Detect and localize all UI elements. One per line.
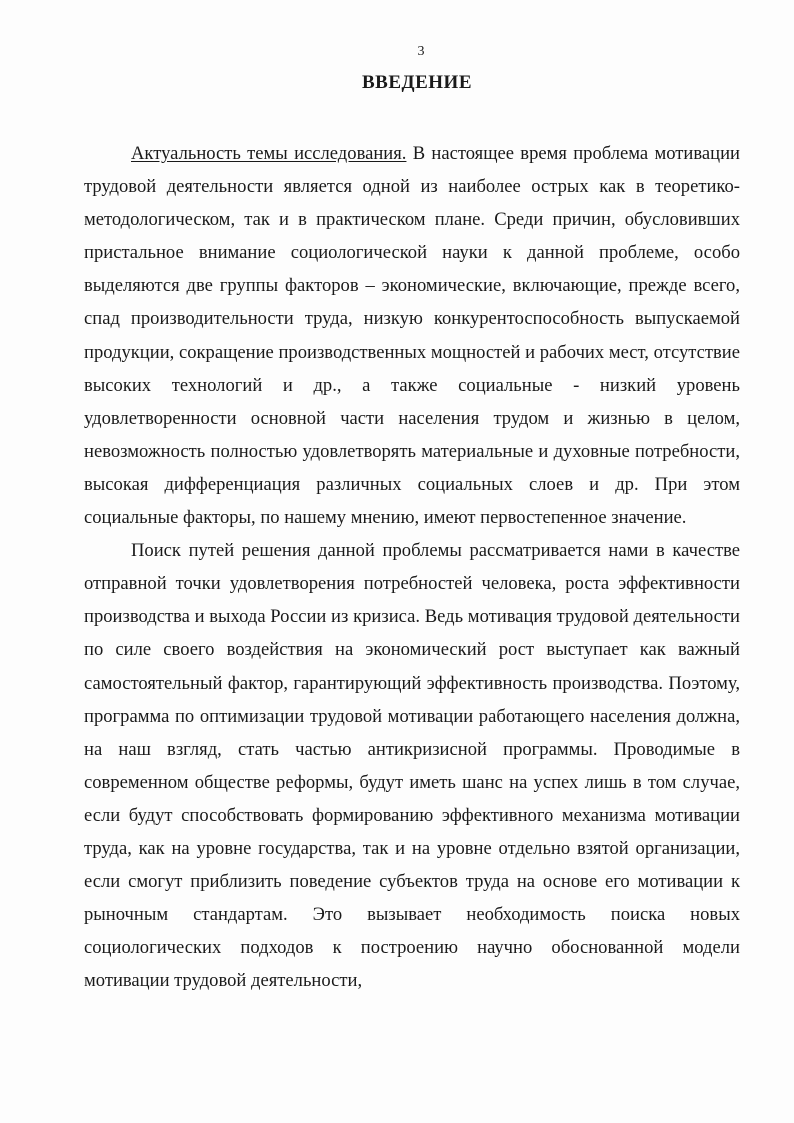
paragraph-2-text: Поиск путей решения данной проблемы рассматривается нами в качестве отправной точки удовлетворения потребностей человека, роста эффективности производства и выхода России из кризиса. Ведь мотивация трудовой деятельности по силе своего воздействия на экономический рост выступает как важный самостоятельный фактор, гарантирующий эффективность производства. Поэтому, программа по оптимизации трудовой мотивации работающего населения должна, на наш взгляд, стать частью антикризисной программы. Проводимые в современном обществе реформы, будут иметь шанс на успех лишь в том случае, если будут способствовать формированию эффективного механизма мотивации труда, как на уровне государства, так и на уровне отдельно взятой организации, если смогут приблизить поведение субъектов труда на основе его мотивации к рыночным стандартам. Это вызывает необходимость поиска новых социологических подходов к построению научно обоснованной модели мотивации трудовой деятельности, xyxy=(84,540,740,992)
body-text xyxy=(84,137,740,997)
paragraph-1-text: В настоящее время проблема мотивации трудовой деятельности является одной из наиболее острых как в теоретико-методологическом, так и в практическом плане. Среди причин, обусловивших пристальное внимание социологической науки к данной проблеме, особо выделяются две группы факторов – экономические, включающие, прежде всего, спад производительности труда, низкую конкурентоспособность выпускаемой продукции, сокращение производственных мощностей и рабочих мест, отсутствие высоких технологий и др., а также социальные - низкий уровень удовлетворенности основной части населения трудом и жизнью в целом, невозможность полностью удовлетворять материальные и духовные потребности, высокая дифференциация различных социальных слоев и др. При этом социальные факторы, по нашему мнению, имеют первостепенное значение. xyxy=(84,143,740,529)
page-number: 3 xyxy=(417,44,425,59)
page-title: ВВЕДЕНИЕ xyxy=(362,72,472,93)
paragraph-1 xyxy=(84,137,740,534)
paragraph-2 xyxy=(84,534,740,997)
paragraph-lead-underlined: Актуальность темы исследования. xyxy=(131,143,407,164)
